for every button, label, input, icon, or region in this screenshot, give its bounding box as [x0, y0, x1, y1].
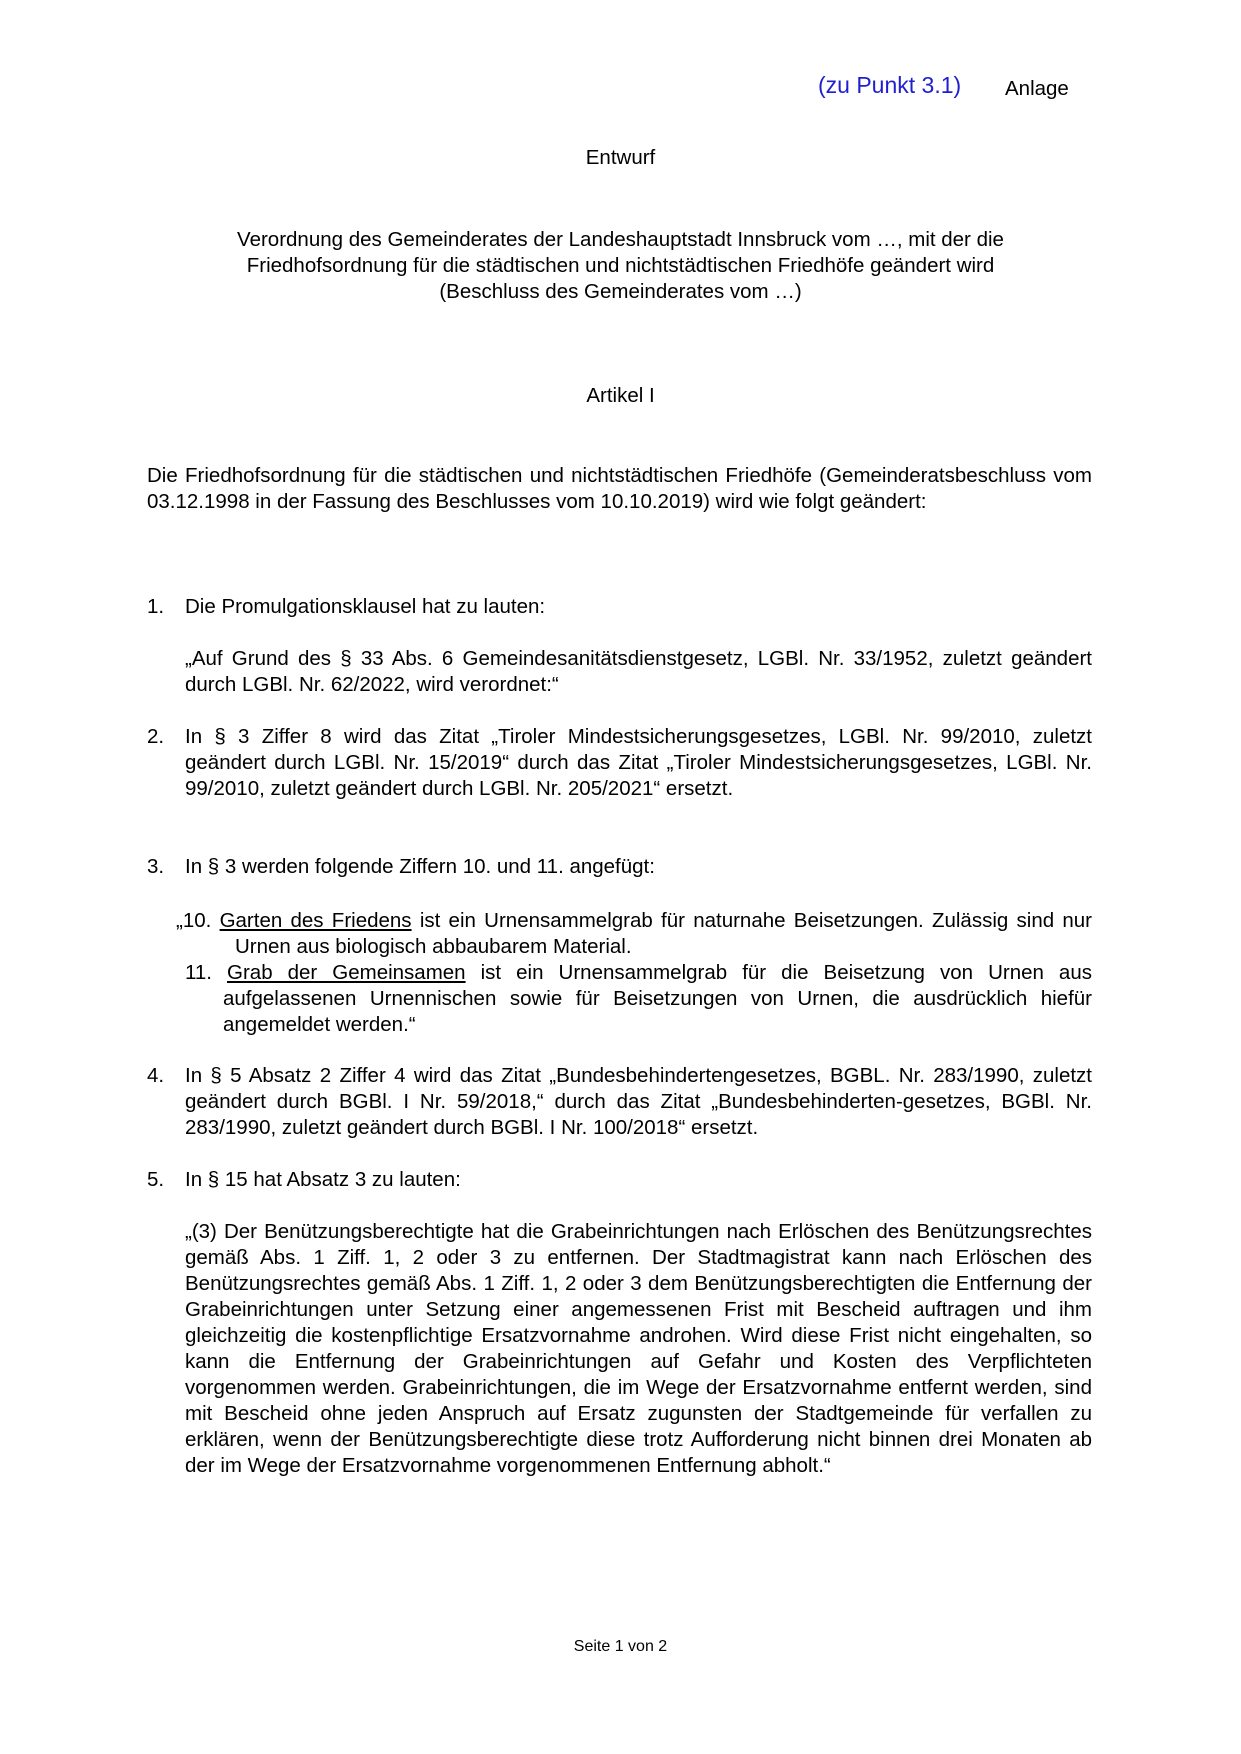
sub-item-number: 11.	[185, 961, 212, 984]
item-number: 3.	[147, 855, 165, 878]
list-item	[147, 594, 1092, 620]
sub-item-text: ist ein Urnensammelgrab für naturnahe Beisetzungen. Zulässig sind nur Urnen aus biologisch abbaubarem Material.	[235, 909, 1093, 958]
item-text: In § 3 Ziffer 8 wird das Zitat „Tiroler Mindestsicherungsgesetzes, LGBl. Nr. 99/2010, zuletzt geändert durch LGBl. Nr. 15/2019“ durch das Zitat „Tiroler Mindestsicherungsgesetzes, LGBl. Nr. 99/2010, zuletzt geändert durch LGBl. Nr. 205/2021“ ersetzt.	[185, 725, 1092, 800]
list-item	[147, 1167, 1092, 1193]
sub-item-11	[185, 960, 1092, 1038]
intro-paragraph: Die Friedhofsordnung für die städtischen und nichtstädtischen Friedhöfe (Gemeinderatsbeschluss vom 03.12.1998 in der Fassung des Beschlusses vom 10.10.2019) wird wie folgt geändert:	[147, 464, 1092, 513]
item-number: 2.	[147, 725, 165, 748]
subtitle-line: (Beschluss des Gemeinderates vom …)	[439, 280, 802, 303]
item-number: 1.	[147, 595, 165, 618]
sub-item-text: ist ein Urnensammelgrab für die Beisetzung von Urnen aus aufgelassenen Urnennischen sowie für Beisetzungen von Urnen, die ausdrücklich hiefür angemeldet werden.“	[223, 961, 1092, 1036]
list-item	[147, 854, 1092, 880]
page-footer: Seite 1 von 2	[573, 1638, 668, 1655]
page-header	[700, 72, 1080, 104]
item-text: In § 5 Absatz 2 Ziffer 4 wird das Zitat „Bundesbehindertengesetzes, BGBL. Nr. 283/1990, zuletzt geändert durch BGBl. I Nr. 59/2018,“ durch das Zitat „Bundesbehinderten-gesetzes, BGBl. Nr. 283/1990, zuletzt geändert durch BGBl. I Nr. 100/2018“ ersetzt.	[185, 1064, 1092, 1139]
agenda-reference: (zu Punkt 3.1)	[818, 72, 962, 98]
list-item	[147, 724, 1092, 802]
defined-term: Grab der Gemeinsamen	[227, 961, 466, 984]
subtitle-line: Friedhofsordnung für die städtischen und nichtstädtischen Friedhöfe geändert wird	[246, 254, 995, 277]
item-number: 4.	[147, 1064, 165, 1087]
sub-item-number: „10.	[176, 909, 212, 932]
sub-item-10	[176, 908, 1092, 960]
attachment-label: Anlage	[1005, 77, 1069, 100]
item-number: 5.	[147, 1168, 165, 1191]
article-heading: Artikel I	[586, 384, 655, 407]
list-item	[147, 1063, 1092, 1141]
item-text: In § 15 hat Absatz 3 zu lauten:	[185, 1168, 461, 1191]
document-subtitle	[148, 227, 1093, 305]
item-quote: „(3) Der Benützungsberechtigte hat die Grabeinrichtungen nach Erlöschen des Benützungsrechtes gemäß Abs. 1 Ziff. 1, 2 oder 3 zu entfernen. Der Stadtmagistrat kann nach Erlöschen des Benützungsrechtes gemäß Abs. 1 Ziff. 1, 2 oder 3 dem Benützungsberechtigten die Entfernung der Grabeinrichtungen unter Setzung einer angemessenen Frist mit Bescheid auftragen und ihm gleichzeitig die kostenpflichtige Ersatzvornahme androhen. Wird diese Frist nicht eingehalten, so kann die Entfernung der Grabeinrichtungen auf Gefahr und Kosten des Verpflichteten vorgenommen werden. Grabeinrichtungen, die im Wege der Ersatzvornahme entfernt werden, sind mit Bescheid ohne jeden Anspruch auf Ersatz zugunsten der Stadtgemeinde für verfallen zu erklären, wenn der Benützungsberechtigte diese trotz Aufforderung nicht binnen drei Monaten ab der im Wege der Ersatzvornahme vorgenommenen Entfernung abholt.“	[185, 1220, 1092, 1477]
defined-term: Garten des Friedens	[219, 909, 412, 932]
item-quote: „Auf Grund des § 33 Abs. 6 Gemeindesanitätsdienstgesetz, LGBl. Nr. 33/1952, zuletzt geändert durch LGBl. Nr. 62/2022, wird verordnet:“	[185, 647, 1092, 696]
item-text: In § 3 werden folgende Ziffern 10. und 11. angefügt:	[185, 855, 655, 878]
document-title: Entwurf	[585, 146, 656, 169]
subtitle-line: Verordnung des Gemeinderates der Landeshauptstadt Innsbruck vom …, mit der die	[237, 228, 1004, 251]
item-text: Die Promulgationsklausel hat zu lauten:	[185, 595, 546, 618]
